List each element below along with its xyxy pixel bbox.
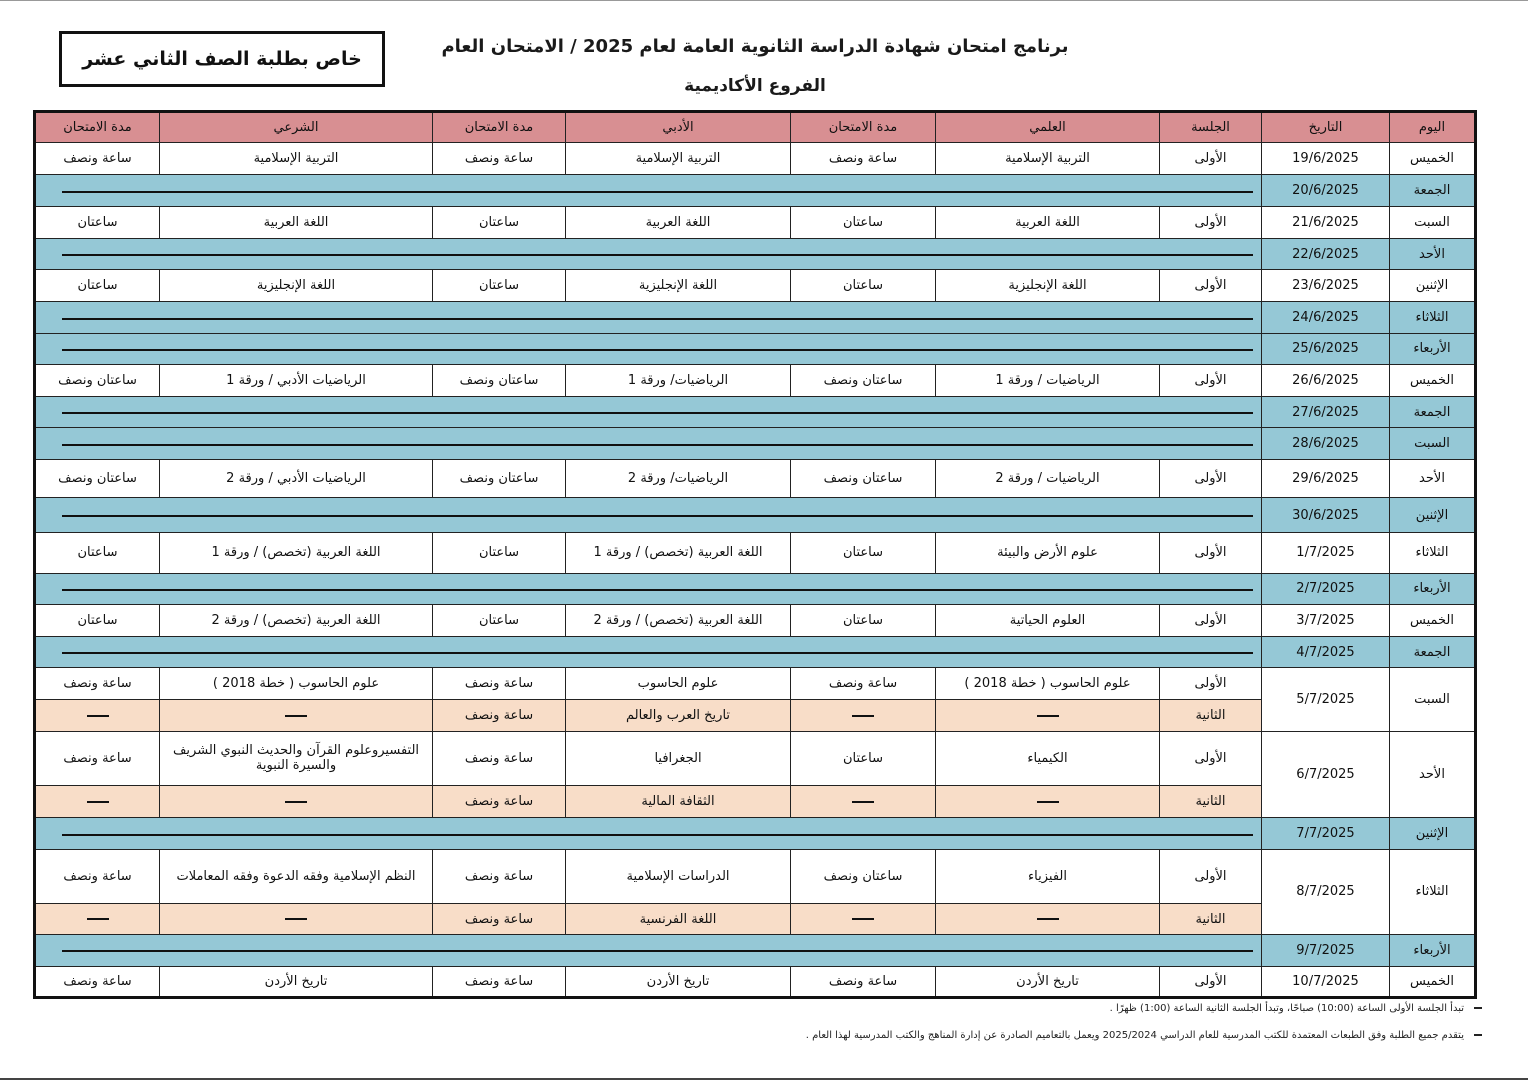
date-cell: 27/6/2025 xyxy=(1262,397,1390,428)
session-cell: الثانية xyxy=(1160,786,1262,818)
sharia-subject: اللغة العربية xyxy=(160,206,433,238)
table-row-off-day xyxy=(35,497,1476,532)
day-cell: الجمعة xyxy=(1390,397,1476,428)
date-cell: 24/6/2025 xyxy=(1262,302,1390,333)
date-cell: 20/6/2025 xyxy=(1262,175,1390,206)
date-cell: 21/6/2025 xyxy=(1262,206,1390,238)
scientific-subject: اللغة الإنجليزية xyxy=(936,270,1160,302)
page-title: برنامج امتحان شهادة الدراسة الثانوية العامة لعام 2025 / الامتحان العام xyxy=(441,36,1069,57)
table-row xyxy=(35,206,1476,238)
scientific-subject: تاريخ الأردن xyxy=(936,966,1160,997)
no-exam-line xyxy=(35,302,1262,333)
literary-duration: ساعتان xyxy=(433,604,566,636)
table-row xyxy=(35,966,1476,997)
sharia-duration-empty xyxy=(35,904,160,935)
table-row xyxy=(35,270,1476,302)
scientific-subject: التربية الإسلامية xyxy=(936,143,1160,175)
literary-duration: ساعتان xyxy=(433,270,566,302)
no-exam-line xyxy=(35,818,1262,849)
scientific-subject: علوم الحاسوب ( خطة 2018 ) xyxy=(936,668,1160,700)
date-cell: 26/6/2025 xyxy=(1262,364,1390,396)
no-exam-line xyxy=(35,497,1262,532)
day-cell: السبت xyxy=(1390,428,1476,459)
sharia-subject: علوم الحاسوب ( خطة 2018 ) xyxy=(160,668,433,700)
no-exam-line xyxy=(35,935,1262,966)
scientific-subject: الرياضيات / ورقة 2 xyxy=(936,459,1160,497)
date-cell: 30/6/2025 xyxy=(1262,497,1390,532)
date-cell: 25/6/2025 xyxy=(1262,333,1390,364)
sharia-subject-empty xyxy=(160,786,433,818)
no-exam-line xyxy=(35,637,1262,668)
page-top-border xyxy=(0,0,1528,1)
literary-subject: الجغرافيا xyxy=(566,731,791,785)
table-row-off-day xyxy=(35,302,1476,333)
literary-duration: ساعة ونصف xyxy=(433,966,566,997)
session-cell: الأولى xyxy=(1160,270,1262,302)
literary-subject: التربية الإسلامية xyxy=(566,143,791,175)
literary-subject: الثقافة المالية xyxy=(566,786,791,818)
table-header-row xyxy=(35,112,1476,143)
sharia-subject: اللغة العربية (تخصص) / ورقة 1 xyxy=(160,533,433,573)
page-subtitle: الفروع الأكاديمية xyxy=(684,76,826,96)
day-cell: الخميس xyxy=(1390,966,1476,997)
sharia-duration-empty xyxy=(35,700,160,731)
literary-duration: ساعة ونصف xyxy=(433,786,566,818)
sharia-duration: ساعة ونصف xyxy=(35,966,160,997)
table-row-off-day xyxy=(35,175,1476,206)
day-cell: الإثنين xyxy=(1390,497,1476,532)
scientific-subject: الرياضيات / ورقة 1 xyxy=(936,364,1160,396)
header-sharia: الشرعي xyxy=(160,112,433,143)
sharia-duration: ساعة ونصف xyxy=(35,668,160,700)
literary-subject: اللغة العربية (تخصص) / ورقة 2 xyxy=(566,604,791,636)
day-cell: الأحد xyxy=(1390,459,1476,497)
literary-duration: ساعتان xyxy=(433,533,566,573)
session-cell: الأولى xyxy=(1160,604,1262,636)
date-cell: 3/7/2025 xyxy=(1262,604,1390,636)
literary-subject: اللغة الفرنسية xyxy=(566,904,791,935)
sharia-duration: ساعتان xyxy=(35,604,160,636)
header-day: اليوم xyxy=(1390,112,1476,143)
date-cell: 22/6/2025 xyxy=(1262,238,1390,269)
date-cell: 2/7/2025 xyxy=(1262,573,1390,604)
sharia-subject-empty xyxy=(160,904,433,935)
literary-duration: ساعة ونصف xyxy=(433,849,566,903)
literary-subject: اللغة العربية (تخصص) / ورقة 1 xyxy=(566,533,791,573)
no-exam-line xyxy=(35,573,1262,604)
table-row-off-day xyxy=(35,935,1476,966)
day-cell: الخميس xyxy=(1390,604,1476,636)
scientific-duration: ساعتان xyxy=(791,206,936,238)
no-exam-line xyxy=(35,397,1262,428)
day-cell: الخميس xyxy=(1390,364,1476,396)
table-row-off-day xyxy=(35,573,1476,604)
day-cell: الثلاثاء xyxy=(1390,849,1476,935)
table-row xyxy=(35,533,1476,573)
header-scientific-duration: مدة الامتحان xyxy=(791,112,936,143)
day-cell: السبت xyxy=(1390,206,1476,238)
day-cell: الإثنين xyxy=(1390,818,1476,849)
scientific-duration-empty xyxy=(791,904,936,935)
table-row xyxy=(35,849,1476,903)
literary-subject: الرياضيات/ ورقة 2 xyxy=(566,459,791,497)
literary-subject: اللغة العربية xyxy=(566,206,791,238)
date-cell: 1/7/2025 xyxy=(1262,533,1390,573)
date-cell: 19/6/2025 xyxy=(1262,143,1390,175)
date-cell: 10/7/2025 xyxy=(1262,966,1390,997)
date-cell: 28/6/2025 xyxy=(1262,428,1390,459)
date-cell: 29/6/2025 xyxy=(1262,459,1390,497)
sharia-subject: اللغة الإنجليزية xyxy=(160,270,433,302)
scientific-subject: اللغة العربية xyxy=(936,206,1160,238)
note-bullet xyxy=(1474,1007,1482,1009)
sharia-duration: ساعة ونصف xyxy=(35,143,160,175)
literary-subject: الدراسات الإسلامية xyxy=(566,849,791,903)
session-cell: الأولى xyxy=(1160,364,1262,396)
session-cell: الأولى xyxy=(1160,668,1262,700)
no-exam-line xyxy=(35,175,1262,206)
literary-duration: ساعتان xyxy=(433,206,566,238)
sharia-subject: النظم الإسلامية وفقه الدعوة وفقه المعاملات xyxy=(160,849,433,903)
note-bullet xyxy=(1474,1034,1482,1036)
sharia-subject: الرياضيات الأدبي / ورقة 1 xyxy=(160,364,433,396)
scientific-duration: ساعة ونصف xyxy=(791,966,936,997)
header-literary: الأدبي xyxy=(566,112,791,143)
literary-subject: الرياضيات/ ورقة 1 xyxy=(566,364,791,396)
literary-duration: ساعة ونصف xyxy=(433,700,566,731)
scientific-duration: ساعتان xyxy=(791,533,936,573)
day-cell: الأحد xyxy=(1390,731,1476,818)
table-row-second-session xyxy=(35,700,1476,731)
session-cell: الثانية xyxy=(1160,904,1262,935)
literary-subject: اللغة الإنجليزية xyxy=(566,270,791,302)
scientific-subject-empty xyxy=(936,786,1160,818)
sharia-subject: الرياضيات الأدبي / ورقة 2 xyxy=(160,459,433,497)
table-row-off-day xyxy=(35,637,1476,668)
table-row-second-session xyxy=(35,904,1476,935)
table-row-off-day xyxy=(35,397,1476,428)
table-row xyxy=(35,459,1476,497)
table-row-off-day xyxy=(35,333,1476,364)
sharia-subject: اللغة العربية (تخصص) / ورقة 2 xyxy=(160,604,433,636)
date-cell: 4/7/2025 xyxy=(1262,637,1390,668)
no-exam-line xyxy=(35,428,1262,459)
session-cell: الأولى xyxy=(1160,966,1262,997)
scientific-duration: ساعة ونصف xyxy=(791,668,936,700)
date-cell: 5/7/2025 xyxy=(1262,668,1390,731)
day-cell: الأربعاء xyxy=(1390,333,1476,364)
table-row xyxy=(35,364,1476,396)
scientific-duration: ساعتان xyxy=(791,731,936,785)
scientific-subject: العلوم الحياتية xyxy=(936,604,1160,636)
no-exam-line xyxy=(35,333,1262,364)
literary-subject: تاريخ العرب والعالم xyxy=(566,700,791,731)
page-bottom-border xyxy=(0,1078,1528,1080)
literary-duration: ساعة ونصف xyxy=(433,904,566,935)
scientific-subject-empty xyxy=(936,700,1160,731)
scientific-duration: ساعتان ونصف xyxy=(791,849,936,903)
day-cell: الأربعاء xyxy=(1390,573,1476,604)
header-sharia-duration: مدة الامتحان xyxy=(35,112,160,143)
literary-duration: ساعة ونصف xyxy=(433,668,566,700)
header-literary-duration: مدة الامتحان xyxy=(433,112,566,143)
scientific-subject-empty xyxy=(936,904,1160,935)
day-cell: الخميس xyxy=(1390,143,1476,175)
literary-subject: علوم الحاسوب xyxy=(566,668,791,700)
table-row xyxy=(35,731,1476,785)
table-row-second-session xyxy=(35,786,1476,818)
scientific-duration: ساعتان xyxy=(791,604,936,636)
day-cell: الأربعاء xyxy=(1390,935,1476,966)
session-cell: الثانية xyxy=(1160,700,1262,731)
grade-note-box: خاص بطلبة الصف الثاني عشر xyxy=(59,31,385,87)
literary-subject: تاريخ الأردن xyxy=(566,966,791,997)
header-date: التاريخ xyxy=(1262,112,1390,143)
sharia-duration: ساعتان ونصف xyxy=(35,459,160,497)
session-cell: الأولى xyxy=(1160,206,1262,238)
day-cell: الثلاثاء xyxy=(1390,302,1476,333)
scientific-duration: ساعتان xyxy=(791,270,936,302)
header-scientific: العلمي xyxy=(936,112,1160,143)
table-row xyxy=(35,604,1476,636)
table-row xyxy=(35,143,1476,175)
scientific-subject: الكيمياء xyxy=(936,731,1160,785)
sharia-subject: التربية الإسلامية xyxy=(160,143,433,175)
session-cell: الأولى xyxy=(1160,459,1262,497)
literary-duration: ساعتان ونصف xyxy=(433,459,566,497)
note-session-times xyxy=(1110,1003,1482,1014)
literary-duration: ساعتان ونصف xyxy=(433,364,566,396)
date-cell: 9/7/2025 xyxy=(1262,935,1390,966)
table-row xyxy=(35,668,1476,700)
sharia-subject: تاريخ الأردن xyxy=(160,966,433,997)
sharia-duration: ساعتان ونصف xyxy=(35,364,160,396)
note-text: يتقدم جميع الطلبة وفق الطبعات المعتمدة للكتب المدرسية للعام الدراسي 2025/2024 ويعمل بالتعاميم الصادرة عن إدارة المناهج والكتب المدرسية لهذا العام . xyxy=(805,1030,1464,1041)
day-cell: الإثنين xyxy=(1390,270,1476,302)
literary-duration: ساعة ونصف xyxy=(433,731,566,785)
session-cell: الأولى xyxy=(1160,143,1262,175)
table-row-off-day xyxy=(35,428,1476,459)
scientific-duration-empty xyxy=(791,700,936,731)
date-cell: 23/6/2025 xyxy=(1262,270,1390,302)
table-row-off-day xyxy=(35,818,1476,849)
sharia-duration-empty xyxy=(35,786,160,818)
note-text: تبدأ الجلسة الأولى الساعة (10:00) صباحًا، وتبدأ الجلسة الثانية الساعة (1:00) ظهرًا . xyxy=(1109,1003,1464,1014)
scientific-duration: ساعتان ونصف xyxy=(791,364,936,396)
date-cell: 7/7/2025 xyxy=(1262,818,1390,849)
literary-duration: ساعة ونصف xyxy=(433,143,566,175)
date-cell: 8/7/2025 xyxy=(1262,849,1390,935)
sharia-duration: ساعتان xyxy=(35,270,160,302)
scientific-subject: الفيزياء xyxy=(936,849,1160,903)
sharia-duration: ساعة ونصف xyxy=(35,849,160,903)
day-cell: الأحد xyxy=(1390,238,1476,269)
sharia-subject-empty xyxy=(160,700,433,731)
day-cell: الجمعة xyxy=(1390,637,1476,668)
session-cell: الأولى xyxy=(1160,849,1262,903)
scientific-subject: علوم الأرض والبيئة xyxy=(936,533,1160,573)
exam-schedule-table xyxy=(33,110,1477,999)
sharia-duration: ساعتان xyxy=(35,533,160,573)
table-row-off-day xyxy=(35,238,1476,269)
header-session: الجلسة xyxy=(1160,112,1262,143)
session-cell: الأولى xyxy=(1160,731,1262,785)
sharia-duration: ساعة ونصف xyxy=(35,731,160,785)
scientific-duration: ساعتان ونصف xyxy=(791,459,936,497)
sharia-subject: التفسيروعلوم القرآن والحديث النبوي الشريف والسيرة النبوية xyxy=(160,731,433,785)
day-cell: السبت xyxy=(1390,668,1476,731)
sharia-duration: ساعتان xyxy=(35,206,160,238)
note-textbooks xyxy=(806,1030,1482,1041)
day-cell: الجمعة xyxy=(1390,175,1476,206)
session-cell: الأولى xyxy=(1160,533,1262,573)
day-cell: الثلاثاء xyxy=(1390,533,1476,573)
scientific-duration: ساعة ونصف xyxy=(791,143,936,175)
no-exam-line xyxy=(35,238,1262,269)
scientific-duration-empty xyxy=(791,786,936,818)
date-cell: 6/7/2025 xyxy=(1262,731,1390,818)
